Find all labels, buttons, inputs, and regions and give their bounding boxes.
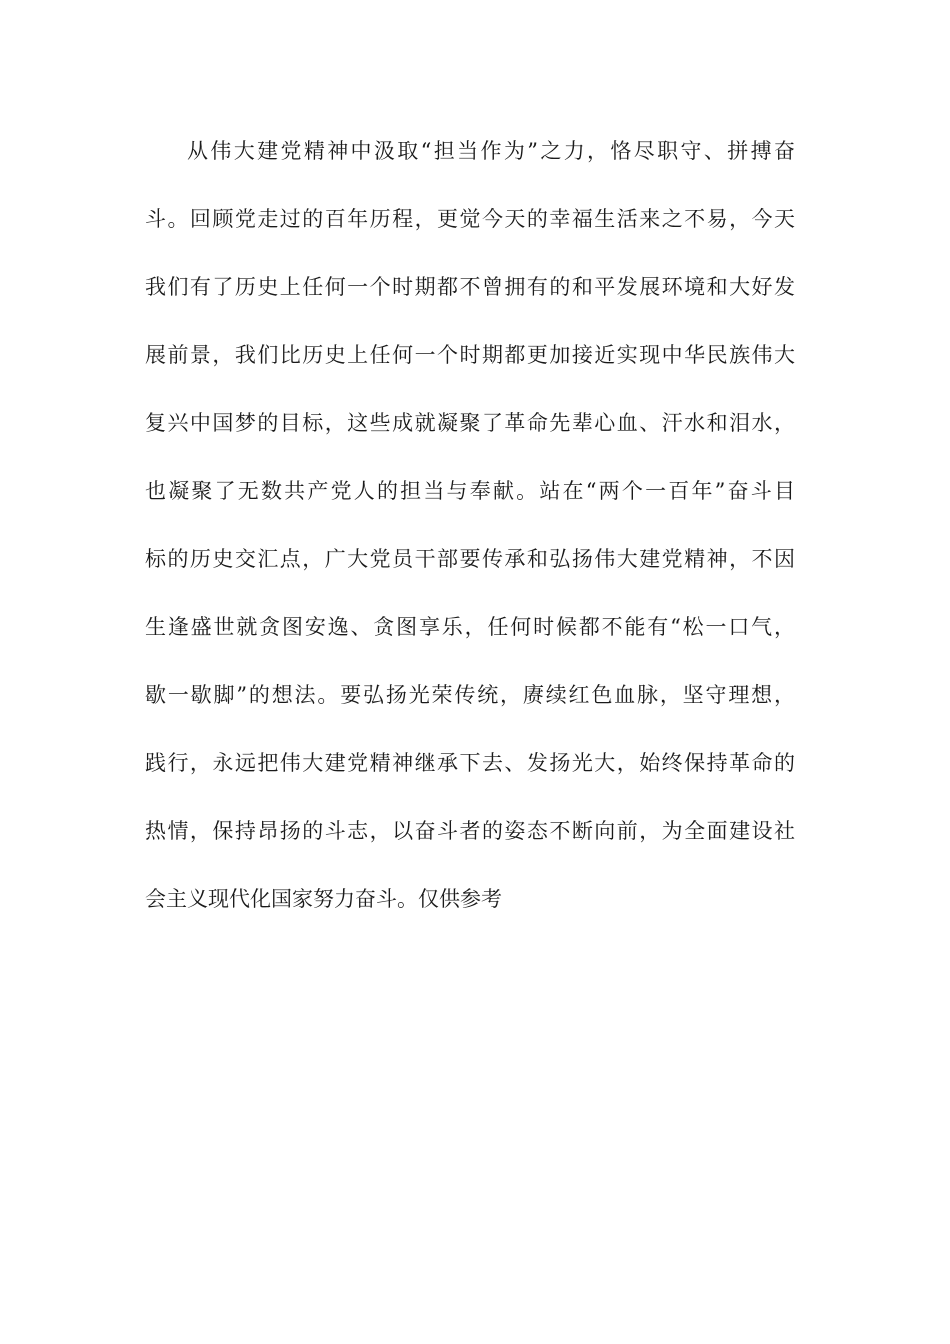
paragraph-line: 生逢盛世就贪图安逸、贪图享乐，任何时候都不能有“松一口气，: [145, 615, 795, 639]
paragraph-line: 标的历史交汇点，广大党员干部要传承和弘扬伟大建党精神，不因: [145, 547, 795, 571]
paragraph: [145, 128, 795, 944]
paragraph-line: 热情，保持昂扬的斗志，以奋斗者的姿态不断向前，为全面建设社: [145, 819, 795, 843]
paragraph-line: 复兴中国梦的目标，这些成就凝聚了革命先辈心血、汗水和泪水，: [145, 411, 795, 435]
paragraph-line: 也凝聚了无数共产党人的担当与奉献。站在“两个一百年”奋斗目: [145, 479, 795, 503]
paragraph-line: 展前景，我们比历史上任何一个时期都更加接近实现中华民族伟大: [145, 343, 795, 367]
paragraph-line: 斗。回顾党走过的百年历程，更觉今天的幸福生活来之不易，今天: [145, 207, 795, 231]
paragraph-line: 从伟大建党精神中汲取“担当作为”之力，恪尽职守、拼搏奋: [187, 139, 795, 163]
paragraph-line: 我们有了历史上任何一个时期都不曾拥有的和平发展环境和大好发: [145, 275, 795, 299]
paragraph-line: 歇一歇脚”的想法。要弘扬光荣传统，赓续红色血脉，坚守理想，: [145, 683, 795, 707]
paragraph-line: 会主义现代化国家努力奋斗。仅供参考: [145, 887, 502, 911]
paragraph-line: 践行，永远把伟大建党精神继承下去、发扬光大，始终保持革命的: [145, 751, 795, 775]
